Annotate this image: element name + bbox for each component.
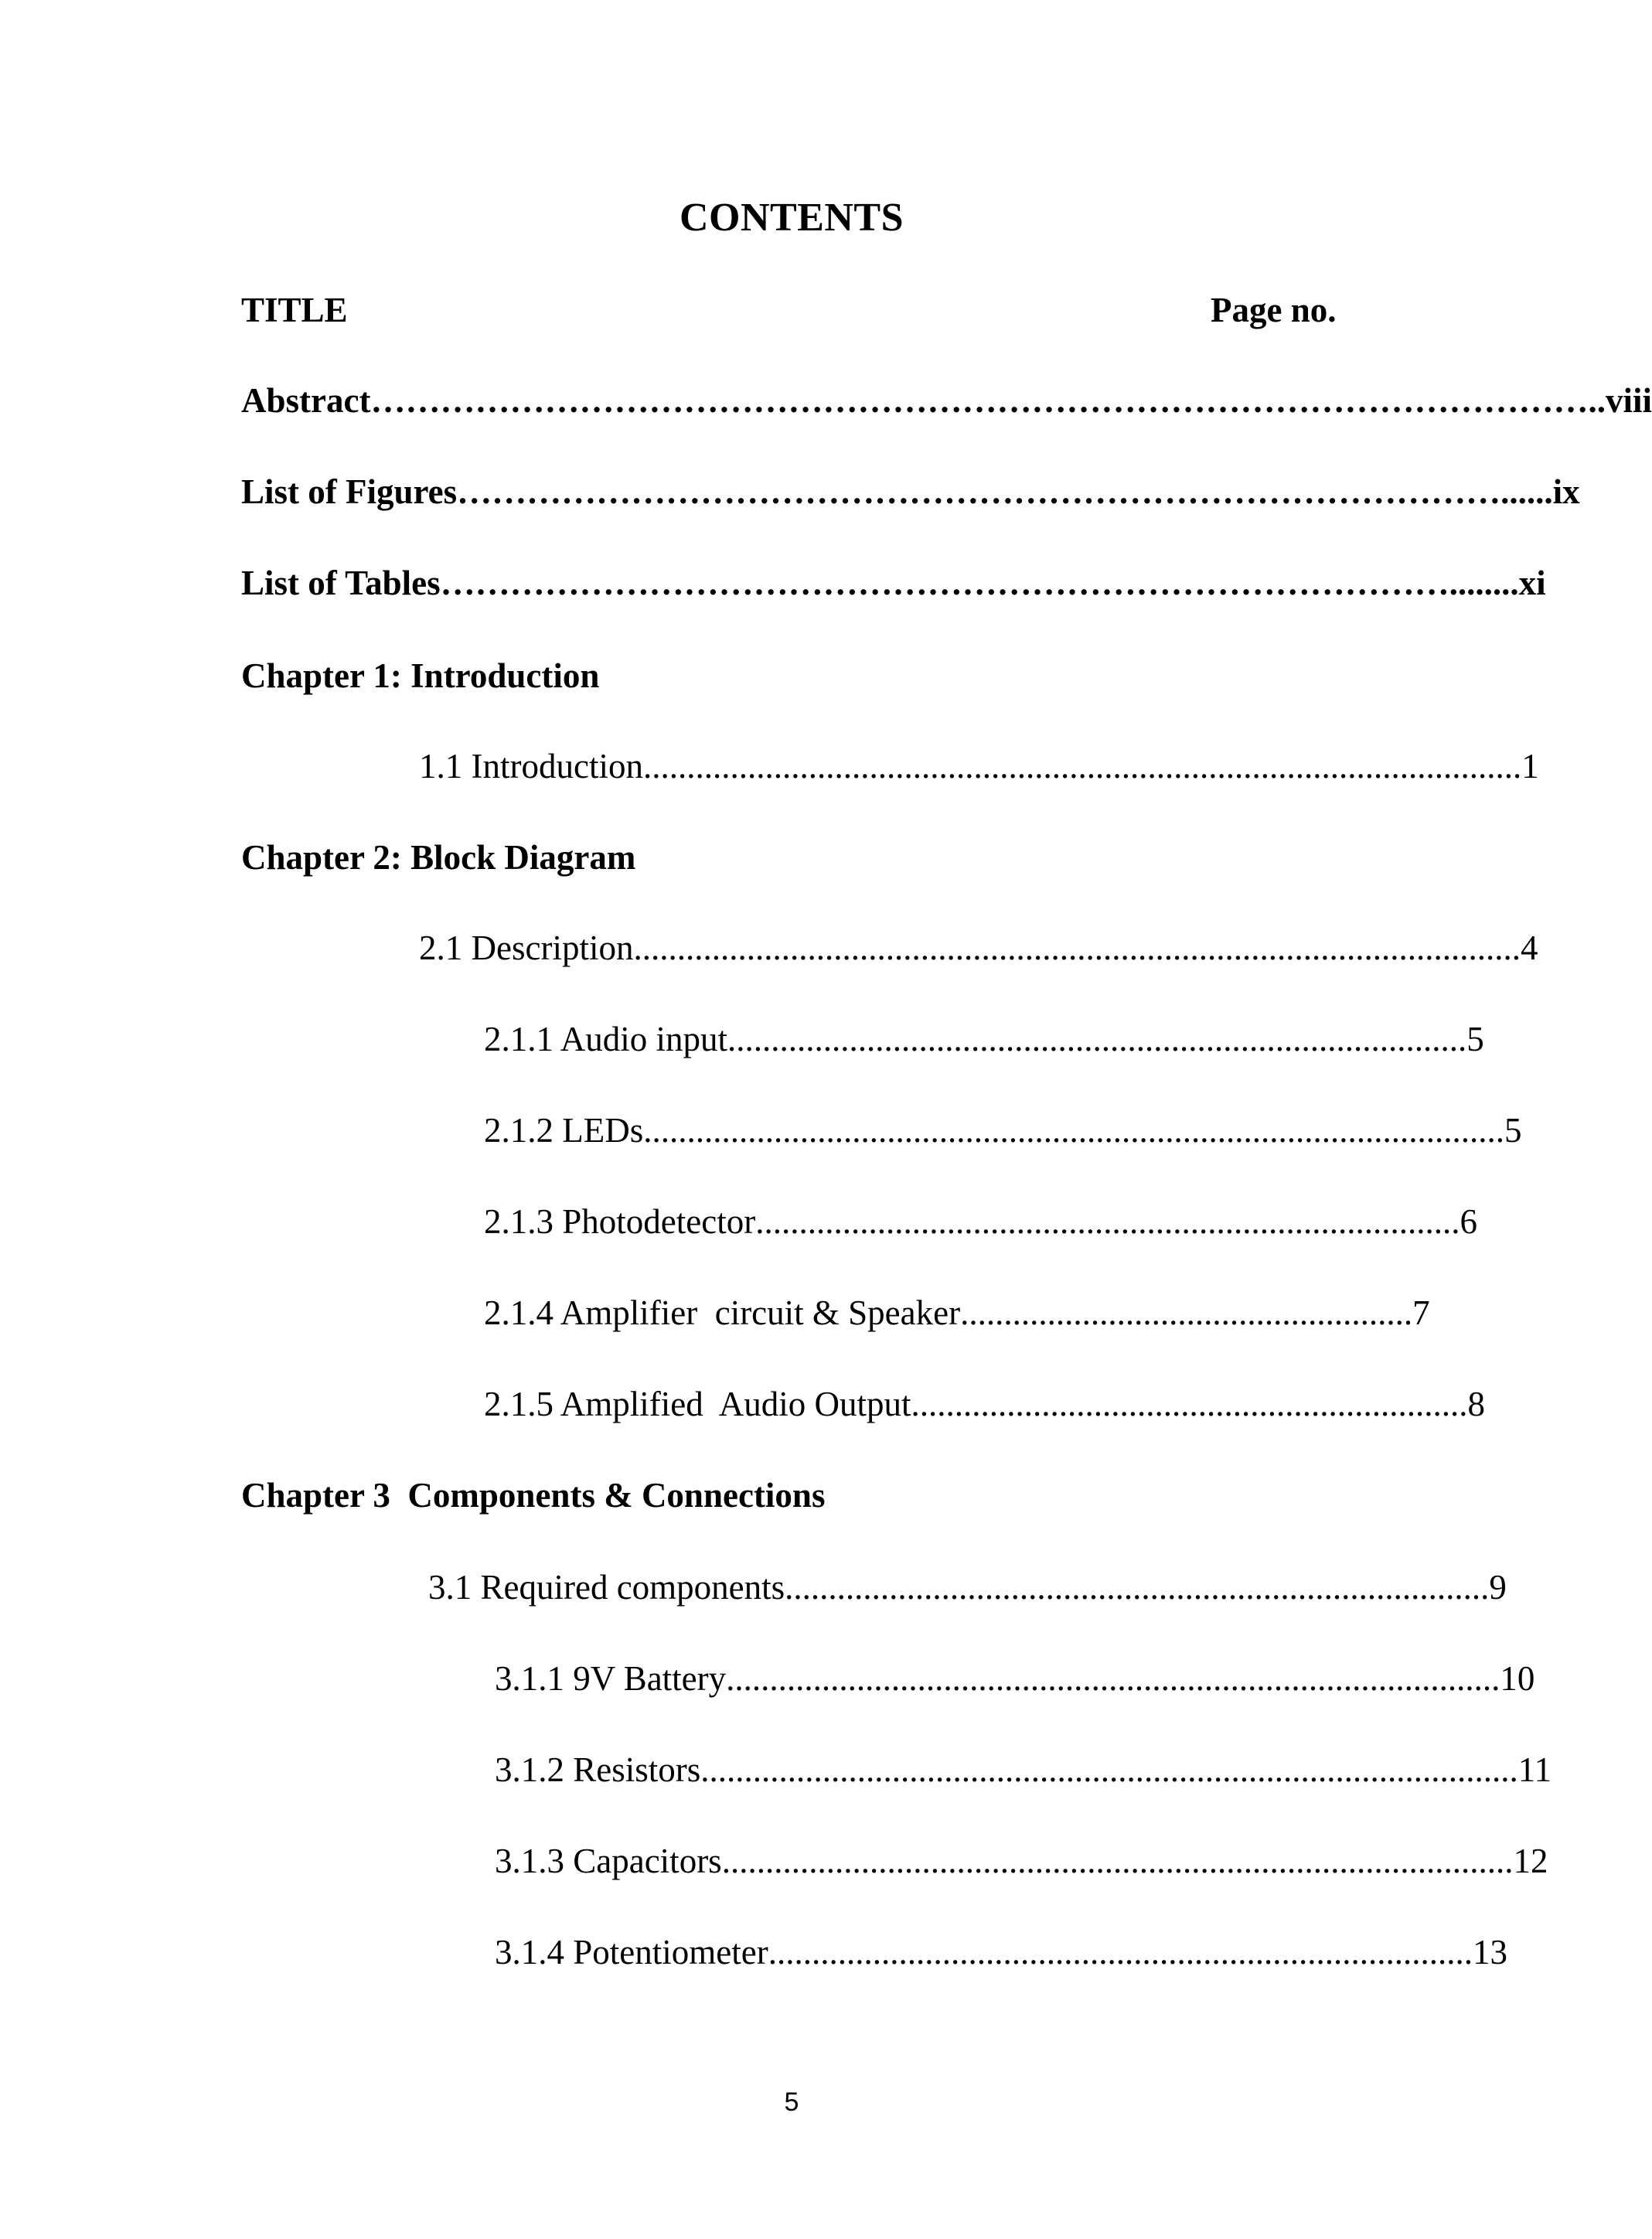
toc-item-label: 3.1 Required components xyxy=(428,1568,785,1607)
dot-leader: …………………………………………………………………………………………….. xyxy=(370,381,1606,420)
toc-item-label: 3.1.3 Capacitors xyxy=(495,1842,722,1880)
toc-item-page: 11 xyxy=(1517,1750,1552,1789)
toc-item-3-1-3 xyxy=(495,1841,1548,1887)
toc-item-page: 9 xyxy=(1489,1568,1507,1607)
dot-leader: ...................................................................................................... xyxy=(633,929,1521,967)
title-column-header: TITLE xyxy=(241,291,348,329)
toc-item-3-1-2 xyxy=(495,1750,1552,1796)
toc-item-label: 3.1.2 Resistors xyxy=(495,1750,701,1789)
toc-entry-label: Abstract xyxy=(241,381,371,420)
toc-entry-label: List of Figures xyxy=(241,472,458,511)
toc-item-page: 12 xyxy=(1513,1842,1548,1880)
toc-item-2-1-5 xyxy=(484,1384,1486,1430)
dot-leader: .............................................................................................. xyxy=(700,1750,1518,1789)
toc-item-page: 7 xyxy=(1412,1293,1430,1332)
dot-leader: ......................................................................................... xyxy=(726,1659,1500,1698)
toc-item-label: 3.1.1 9V Battery xyxy=(495,1659,727,1698)
toc-item-page: 5 xyxy=(1466,1020,1484,1058)
dot-leader: ................................................................................. xyxy=(785,1568,1490,1607)
toc-entry-abstract xyxy=(241,380,1652,427)
toc-item-label: 2.1.5 Amplified Audio Output xyxy=(484,1385,911,1423)
toc-entry-list-of-tables xyxy=(241,563,1546,609)
toc-item-label: 1.1 Introduction xyxy=(419,747,643,786)
toc-item-page: 6 xyxy=(1460,1202,1477,1241)
toc-item-page: 10 xyxy=(1500,1659,1535,1698)
toc-item-2-1 xyxy=(419,928,1538,974)
page-column-header: Page no. xyxy=(1211,291,1337,329)
page-number: 5 xyxy=(784,2087,799,2117)
toc-entry-label: List of Tables xyxy=(241,564,441,602)
toc-entry-page: ix xyxy=(1552,472,1580,511)
toc-item-2-1-4 xyxy=(484,1293,1430,1339)
toc-item-2-1-1 xyxy=(484,1019,1484,1065)
toc-item-page: 13 xyxy=(1472,1933,1507,1971)
toc-entry-page: viii xyxy=(1605,381,1652,420)
toc-item-2-1-2 xyxy=(484,1110,1522,1157)
toc-entry-list-of-figures xyxy=(241,472,1580,518)
toc-item-3-1 xyxy=(428,1567,1507,1614)
toc-item-label: 2.1.2 LEDs xyxy=(484,1111,644,1150)
contents-heading: CONTENTS xyxy=(679,196,904,240)
chapter-1-title: Chapter 1: Introduction xyxy=(241,656,600,695)
dot-leader: ……………………………………………………………………………........ xyxy=(440,564,1519,602)
toc-item-label: 2.1.1 Audio input xyxy=(484,1020,728,1058)
dot-leader: ................................................................ xyxy=(911,1385,1468,1423)
dot-leader: ..................................................................................................... xyxy=(642,747,1522,786)
dot-leader: ........................................................................................... xyxy=(721,1842,1514,1880)
toc-item-3-1-4 xyxy=(495,1932,1507,1978)
toc-entry-page: xi xyxy=(1518,564,1546,602)
toc-item-page: 8 xyxy=(1467,1385,1486,1423)
chapter-2-title: Chapter 2: Block Diagram xyxy=(241,838,636,877)
toc-item-page: 5 xyxy=(1504,1111,1522,1150)
toc-item-page: 4 xyxy=(1520,929,1538,967)
dot-leader: ..................................................................................... xyxy=(727,1020,1467,1058)
toc-item-label: 2.1 Description xyxy=(419,929,634,967)
toc-item-1-1 xyxy=(419,746,1539,792)
dot-leader: ................................................................................. xyxy=(755,1202,1460,1241)
dot-leader: ………………………………………………………………………………...... xyxy=(457,472,1553,511)
toc-item-label: 2.1.3 Photodetector xyxy=(484,1202,756,1241)
toc-item-label: 3.1.4 Potentiometer xyxy=(495,1933,768,1971)
toc-item-page: 1 xyxy=(1521,747,1539,786)
toc-item-label: 2.1.4 Amplifier circuit & Speaker xyxy=(484,1293,961,1332)
toc-item-2-1-3 xyxy=(484,1201,1477,1248)
toc-item-3-1-1 xyxy=(495,1658,1535,1705)
chapter-3-title: Chapter 3 Components & Connections xyxy=(241,1476,826,1515)
dot-leader: .................................................... xyxy=(960,1293,1413,1332)
dot-leader: ................................................................................................... xyxy=(643,1111,1504,1150)
dot-leader: ................................................................................. xyxy=(768,1933,1473,1971)
